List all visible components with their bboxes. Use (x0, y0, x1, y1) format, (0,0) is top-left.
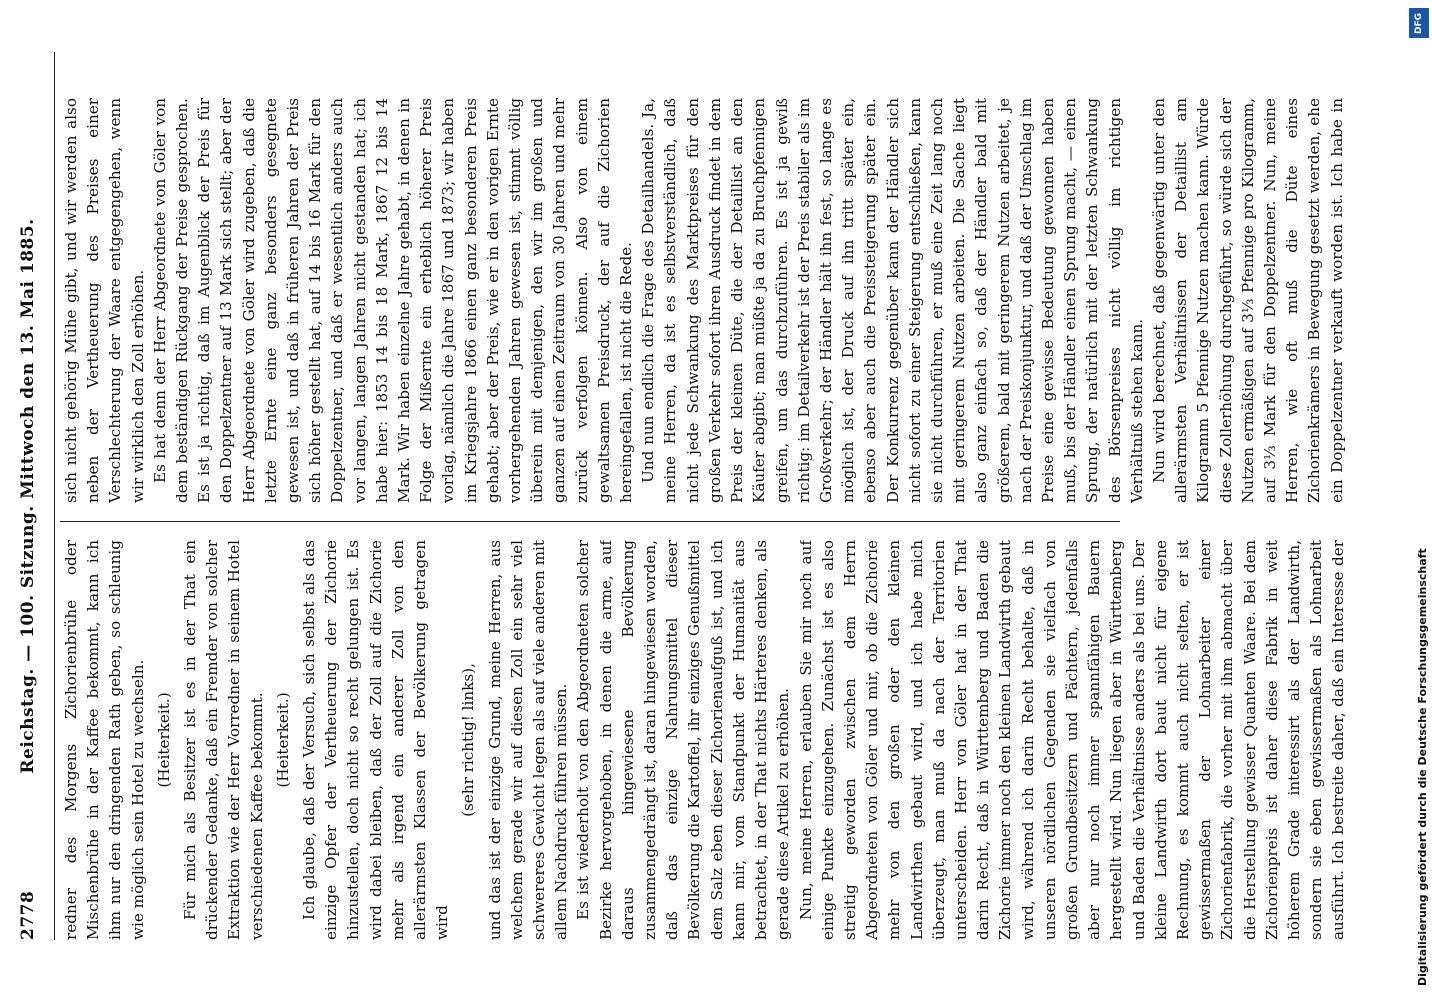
paragraph: redner des Morgens Zichorienbrühe oder Mischenbrühe in der Kaffee bekommt, kann ich ihm nur den dringenden Rath geben, so schleunig wie möglich sein Hotel zu wechseln. (62, 540, 147, 940)
paragraph: sich nicht gehörig Mühe gibt, und wir werden also neben der Vertheuerung des Preises einer Verschlechterung der Waare entgegengehen, wenn wir wirklich den Zoll erhöhen. (62, 98, 147, 503)
page-header (18, 52, 48, 940)
header-rule (54, 52, 55, 940)
paragraph: Nun wird berechnet, daß gegenwärtig unter den allerärmsten Verhältnissen der Detaillist am Kilogramm 5 Pfennige Nutzen machen kann. Würde diese Zollerhöhung durchgeführt, so würde sich der Nutzen ermäßigen auf 3⅓ Pfennige pro Kilogramm, auf 3⅓ Mark für den Doppelzentner. Nun, meine Herren, wie oft muß die Düte eines Zichorienkrämers in Bewegung gesetzt werden, ehe ein Doppelzentner verkauft worden ist. Ich habe in (1149, 98, 1346, 503)
paragraph: Für mich als Besitzer ist es in der That ein drückender Gedanke, daß ein Fremder von solcher Extraktion wie der Herr Vorredner in seinem Hotel verschiedenen Kaffee bekommt. (181, 540, 266, 940)
speech-reaction: (Heiterkeit.) (154, 692, 173, 788)
funding-note: Digitalisierung gefördert durch die Deutsche Forschungsgemeinschaft (1416, 548, 1429, 986)
running-head: Reichstag. — 100. Sitzung. Mittwoch den 13. Mai 1885. (18, 218, 38, 774)
column-separator (60, 521, 1120, 522)
speech-reaction: (sehr richtig! links), (459, 663, 478, 817)
page-number: 2778 (18, 890, 38, 940)
paragraph: Nun, meine Herren, erlauben Sie mir noch auf einige Punkte einzugehen. Zunächst ist es also streitig geworden zwischen dem Herrn Abgeordneten von Göler und mir, ob die Zichorie mehr von den großen oder den kleinen Landwirthen gebaut wird, und ich habe mich überzeugt, man muß da nach der Territorien unterscheiden. Herr von Göler hat in der That darin Recht, daß in Württemberg und Baden die Zichorie immer noch den kleinen Landwirth gebaut wird, während ich darin Recht behalte, daß in unseren nördlichen Gegenden sie vielfach von großen Grundbesitzern und Pächtern, jedenfalls aber nur noch immer spannfähigen Bauern hergestellt wird. Nun liegen aber in Württemberg und Baden die Verhältnisse anders als bei uns. Der kleine Landwirth dort baut nicht für eigene Rechnung, es kommt auch nicht selten, er ist gewissermaßen der Lohnarbeiter einer Zichorienfabrik, die vorher mit ihm abmacht über die Herstellung gewisser Quanten Waare. Bei dem Zichorienpreis ist daher diese Fabrik in weit höherem Grade interessirt als der Landwirth, sondern sie eben gewissermaßen als Lohnarbeit ausführt. Ich bestreite daher, daß ein Interesse der (796, 540, 1348, 940)
dfg-logo: DFG (1409, 8, 1429, 38)
right-column (60, 98, 1350, 503)
paragraph: Und nun endlich die Frage des Detailhandels. Ja, meine Herren, da ist es selbstverständlich, daß nicht jede Schwankung des Marktpreises für den großen Verkehr sofort ihren Ausdruck findet in dem Preis der kleinen Düte, die der Detaillist an den Käufer abgibt; man müßte ja da zu Bruchpfennigen greifen, um das durchzuführen. Es ist ja gewiß richtig: im Detailverkehr ist der Preis stabiler als im Großverkehr; der Händler hält ihn fest, so lange es möglich ist, der Druck auf ihn tritt später ein, ebenso aber auch die Preissteigerung später ein. Der Konkurrenz gegenüber kann der Händler sich nicht sofort zu einer Steigerung entschließen, kann sie nicht durchführen, er muß eine Zeit lang noch mit geringerem Nutzen arbeiten. Die Sache liegt also ganz einfach so, daß der Händler bald mit größerem, bald mit geringerem Nutzen arbeitet, je nach der Preiskonjunktur, und daß der Umschlag im Preise eine gewisse Bedeutung gewonnen haben muß, bis der Händler einen Sprung macht, — einen Sprung, der natürlich mit der letzten Schwankung des Börsenpreises nicht völlig im richtigen Verhältniß stehen kann. (639, 98, 1146, 503)
paragraph: Es ist wiederholt von den Abgeordneten solcher Bezirke hervorgehoben, in denen die arme, auf daraus hingewiesene Bevölkerung zusammengedrängt ist, daran hingewiesen worden, daß das einzige Nahrungsmittel dieser Bevölkerung die Kartoffel, ihr einziges Genußmittel dem Salz eben dieser Zichorienaufguß ist, und ich kann mir, vom Standpunkt der Humanität aus betrachtet, in der That nichts Härteres denken, als gerade diese Artikel zu erhöhen. (574, 540, 793, 940)
paragraph: Ich glaube, daß der Versuch, sich selbst als das einzige Opfer der Vertheuerung der Zichorie hinzustellen, doch nicht so recht gelungen ist. Es wird dabei bleiben, daß der Zoll auf die Zichorie mehr als irgend ein anderer Zoll von den allerärmsten Klassen der Bevölkerung getragen wird (300, 540, 452, 940)
paragraph: Es hat denn der Herr Abgeordnete von Göler von dem beständigen Rückgang der Preise gesprochen. Es ist ja richtig, daß im Augenblick der Preis für den Doppelzentner auf 13 Mark sich stellt; aber der Herr Abgeordnete von Göler wird zugeben, daß die letzte Ernte eine ganz besonders gesegnete gewesen ist, und daß in früheren Jahren der Preis sich höher gestellt hat, auf 14 bis 16 Mark für den Doppelzentner, und daß er wesentlich anders auch vor langen, langen Jahren nicht gestanden hat; ich habe hier: 1853 14 bis 18 Mark, 1867 12 bis 14 Mark. Wir haben einzelne Jahre gehabt, in denen in Folge der Mißernte ein erheblich höherer Preis vorlag, nämlich die Jahre 1867 und 1873; wir haben im Kriegsjahre 1866 einen ganz besonderen Preis gehabt; aber der Preis, wie er in den vorigen Ernte vorhergehenden Jahren gewesen ist, stimmt völlig überein mit demjenigen, den wir im großen und ganzen auf einen Zeitraum von 30 Jahren und mehr zurück verfolgen können. Also von einem gewaltsamen Preisdruck, der auf die Zichorien hereingefallen, ist nicht die Rede. (150, 98, 636, 503)
speech-reaction: (Heiterkeit.) (273, 692, 292, 788)
left-column (60, 540, 1350, 940)
paragraph: und das ist der einzige Grund, meine Herren, aus welchem gerade wir auf diesen Zoll ein sehr viel schwereres Gewicht legen als auf viele anderen mit allem Nachdruck führen müssen. (485, 540, 571, 940)
